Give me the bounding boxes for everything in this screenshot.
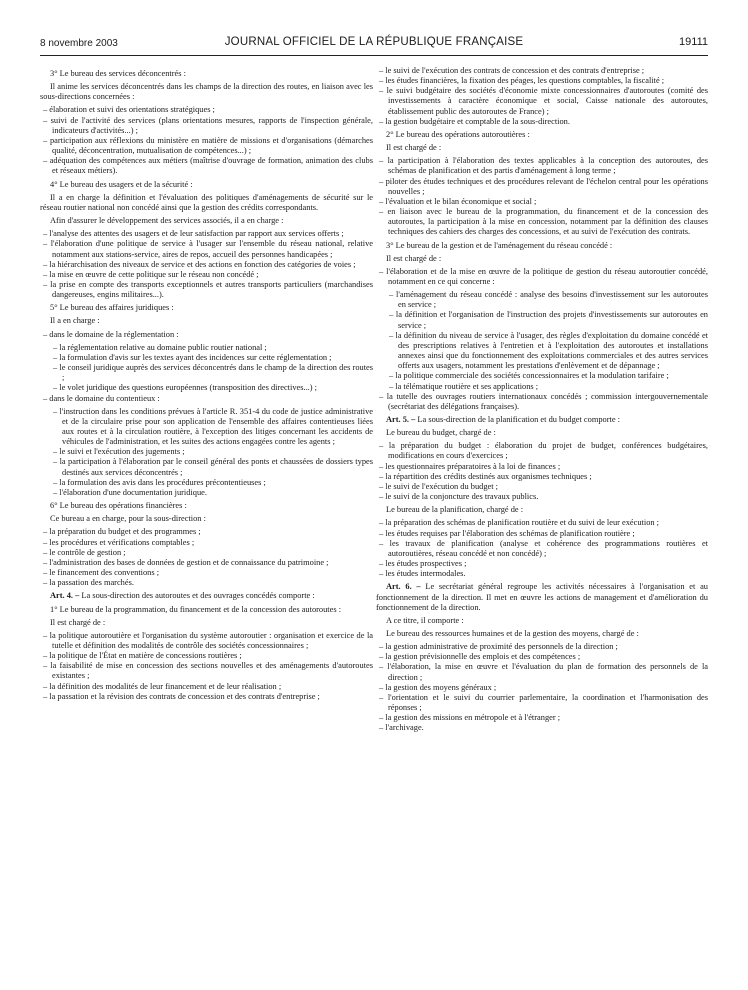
list-item: – les études intermodales. [379,569,466,579]
paragraph: A ce titre, il comporte : [386,615,464,625]
list-item: – le financement des conventions ; [43,568,160,578]
list-item: – la faisabilité de mise en concession des sections nouvelles et des aménagements d'autoroutes existantes ; [43,661,373,681]
section-heading: 3° Le bureau de la gestion et de l'aménagement du réseau concédé : [386,240,613,250]
list-item: – l'instruction dans les conditions prévues à l'article R. 351-4 du code de justice administrative et de la circulaire prise pour son application de l'ensemble des affaires contentieuses liées aux routes et à la circulation routière, à l'exception des litiges concernant les accidents de véhicules de l'administration, et les suites des actions engagées contre les agents ; [53,406,373,447]
sub-list [40,343,373,394]
list-item: – la prise en compte des transports exceptionnels et autres transports particuliers (marchandises dangereuses, engins militaires...). [43,279,373,300]
section-heading: 2° Le bureau des opérations autoroutières : [386,129,530,139]
paragraph: Il a en charge : [50,316,100,326]
page-number: 19111 [679,36,708,48]
list-item: – la préparation des schémas de planification routière et du suivi de leur exécution ; [379,518,659,528]
list-item: – les travaux de planification (analyse et cohérence des programmations routières et autoroutières, réseau concédé et non concédé) ; [379,538,708,558]
list-item: – la préparation du budget : élaboration du projet de budget, conférences budgétaires, modifications en cours d'exercices ; [379,441,708,461]
list [40,394,373,404]
article-4 [40,591,373,601]
list-item: – la formulation des avis dans les procédures précontentieuses ; [53,477,266,487]
sub-list [376,290,708,392]
list-item: – adéquation des compétences aux métiers (maîtrise d'ouvrage de formation, animation des clubs et réseaux métiers). [43,156,373,176]
list-item: – l'administration des bases de données de gestion et de connaissance du patrimoine ; [43,557,329,567]
list-item: – l'évaluation et le bilan économique et social ; [379,196,537,206]
list [376,267,708,287]
paragraph: Le bureau de la planification, chargé de : [386,505,524,515]
list-item: – le suivi budgétaire des sociétés d'économie mixte concessionnaires d'autoroutes (comité des investissements à caractère économique et social, Caisse nationale des autoroutes, établissement public des autoroutes de France) ; [379,86,708,116]
section-heading: 6° Le bureau des opérations financières : [50,501,187,511]
list-item: – le suivi de la conjoncture des travaux publics. [379,492,539,502]
list-item: – les procédures et vérifications comptables ; [43,537,195,547]
list-item: – le suivi de l'exécution du budget ; [379,481,498,491]
list [40,229,373,300]
list-item: – la passation et la révision des contrats de concession et des contrats d'entreprise ; [43,691,320,701]
list-item: – dans le domaine de la réglementation : [43,329,179,339]
list-item: – la définition des modalités de leur financement et de leur réalisation ; [43,681,282,691]
list-item: – la politique autoroutière et l'organisation du système autoroutier : organisation et exercice de la tutelle et définition des modalités de contrôle des sociétés concessionnaires ; [43,630,373,650]
list-item: – la hiérarchisation des niveaux de service et des actions en fonction des catégories de voies ; [43,259,356,269]
list-item: – l'élaboration d'une documentation juridique. [53,487,207,497]
list-item: – l'orientation et le suivi du courrier parlementaire, la coordination et l'harmonisation des réponses ; [379,692,708,713]
list [376,66,708,127]
list-item: – l'archivage. [379,723,424,733]
list-item: – élaboration et suivi des orientations stratégiques ; [43,105,215,115]
list-item: – l'élaboration d'une politique de service à l'usager sur l'ensemble du réseau national, relative notamment aux stations-service, aires de repos, accueil des personnes handicapées ; [43,239,373,259]
list-item: – la gestion administrative de proximité des personnels de la direction ; [379,642,618,652]
paragraph: Il est chargé de : [386,253,442,263]
list-item: – suivi de l'activité des services (plans orientations mesures, rapports de l'inspection générale, indicateurs d'activités...) ; [43,115,373,135]
running-header [40,34,708,52]
list-item: – la formulation d'avis sur les textes ayant des incidences sur cette réglementation ; [53,352,332,362]
article-text: La sous-direction des autoroutes et des ouvrages concédés comporte : [81,591,315,601]
article-text: La sous-direction de la planification et du budget comporte : [417,415,620,424]
list-item: – le suivi et l'exécution des jugements ; [53,447,185,457]
list [376,518,708,579]
list-item: – la gestion des missions en métropole et à l'étranger ; [379,713,561,723]
list-item: – la définition du niveau de service à l'usager, des règles d'exploitation du domaine concédé et des prescriptions relatives à l'entretien et à l'exploitation des autoroutes et installations annexes ainsi que du fonctionnement des exploitations commerciales et des autres services offerts aux usagers, notamment les prestations d'enlèvement et de dépannage ; [389,330,708,371]
section-heading: 4° Le bureau des usagers et de la sécurité : [50,179,193,189]
paragraph: Il anime les services déconcentrés dans les champs de la direction des routes, en liaison avec les sous-directions concernées : [40,82,373,102]
list [376,642,708,733]
list-item: – la définition et l'organisation de l'instruction des projets d'investissements sur autoroutes en service ; [389,310,708,330]
list-item: – le conseil juridique auprès des services déconcentrés dans le champ de la direction des routes ; [53,363,373,383]
list [376,156,708,237]
article-label: Art. 4. – [50,591,80,601]
article-6 [376,582,708,612]
list-item: – les études financières, la fixation des péages, les questions comptables, la fiscalité ; [379,76,665,86]
list-item: – l'élaboration et de la mise en œuvre de la politique de gestion du réseau autoroutier concédé, notamment en ce qui concerne : [379,266,708,286]
list-item: – les études prospectives ; [379,559,467,569]
paragraph: Le bureau du budget, chargé de : [386,428,496,438]
list-item: – le suivi de l'exécution des contrats de concession et des contrats d'entreprise ; [379,66,645,75]
list [40,105,373,176]
section-heading: 5° Le bureau des affaires juridiques : [50,303,174,313]
paragraph: Afin d'assurer le développement des services associés, il a en charge : [50,216,284,226]
list-item: – le contrôle de gestion ; [43,547,126,557]
list-item: – la réglementation relative au domaine public routier national ; [53,342,267,352]
list-item: – le volet juridique des questions européennes (transposition des directives...) ; [53,383,317,393]
list-item: – les études requises par l'élaboration des schémas de planification routière ; [379,528,635,538]
list [40,330,373,340]
list-item: – la politique de l'État en matière de concessions routières ; [43,651,242,661]
list-item: – la passation des marchés. [43,578,134,588]
list-item: – la gestion budgétaire et comptable de la sous-direction. [379,116,570,126]
list-item: – la participation à l'élaboration par le conseil général des ponts et chaussées de dossiers types destinés aux services déconcentrés ; [53,457,373,477]
header-rule [40,55,708,56]
list-item: – la préparation du budget et des programmes ; [43,527,201,537]
list-item: – l'analyse des attentes des usagers et de leur satisfaction par rapport aux services offerts ; [43,229,344,239]
paragraph: Ce bureau a en charge, pour la sous-direction : [50,514,206,524]
list-item: – participation aux réflexions du ministère en matière de missions et d'organisations (démarches qualité, déconcentration, mutualisation de compétences...) ; [43,135,373,156]
list-item: – la répartition des crédits destinés aux organismes techniques ; [379,471,592,481]
list [376,441,708,502]
list-item: – la politique commerciale des sociétés concessionnaires et la modulation tarifaire ; [389,371,669,381]
list-item: – les questionnaires préparatoires à la loi de finances ; [379,461,561,471]
journal-title: JOURNAL OFFICIEL DE LA RÉPUBLIQUE FRANÇAISE [224,36,524,48]
article-label: Art. 6. – [386,582,421,592]
paragraph: Il est chargé de : [386,143,442,153]
list-item: – la gestion des moyens généraux ; [379,682,497,692]
article-5 [376,415,708,425]
list [376,392,708,412]
list-item: – piloter des études techniques et des procédures relevant de l'échelon central pour les opérations nouvelles ; [379,176,708,196]
right-column [376,66,708,737]
section-heading: 3° Le bureau des services déconcentrés : [50,69,186,78]
article-label: Art. 5. – [386,415,416,424]
paragraph: Il a en charge la définition et l'évaluation des politiques d'aménagements de sécurité sur le réseau routier national non concédé ainsi que la gestion des crédits correspondants. [40,192,373,212]
list-item: – la gestion prévisionnelle des emplois et des compétences ; [379,652,581,662]
list-item: – l'élaboration, la mise en œuvre et l'évaluation du plan de formation des personnels de la direction ; [379,662,708,682]
left-column [40,66,373,705]
paragraph: Le bureau des ressources humaines et de la gestion des moyens, chargé de : [386,628,639,638]
article-text: Le secrétariat général regroupe les activités nécessaires à l'organisation et au fonctionnement de la direction. Il met en œuvre les actions de management et d'amélioration du fonctionnement de la direction. [376,582,708,612]
list-item: – la télématique routière et ses applications ; [389,381,539,391]
header-date: 8 novembre 2003 [40,38,118,49]
list [40,527,373,588]
list-item: – la mise en œuvre de cette politique sur le réseau non concédé ; [43,269,259,279]
sub-list [40,407,373,498]
list-item: – la participation à l'élaboration des textes applicables à la conception des autoroutes, des schémas de planification et des partis d'aménagement à long terme ; [379,156,708,176]
section-heading: 1° Le bureau de la programmation, du financement et de la concession des autoroutes : [50,604,342,614]
list-item: – la tutelle des ouvrages routiers internationaux concédés ; commission intergouvernementale (secrétariat des délégations françaises). [379,391,708,411]
list-item: – l'aménagement du réseau concédé : analyse des besoins d'investissement sur les autoroutes en service ; [389,290,708,310]
list [40,631,373,702]
list-item: – en liaison avec le bureau de la programmation, du financement et de la concession des autoroutes, la participation à la mise en concession, notamment par la définition des clauses techniques des cahiers des charges des concessions, et au suivi de l'exécution des contrats. [379,207,708,237]
list-item: – dans le domaine du contentieux : [43,393,160,403]
paragraph: Il est chargé de : [50,617,106,627]
